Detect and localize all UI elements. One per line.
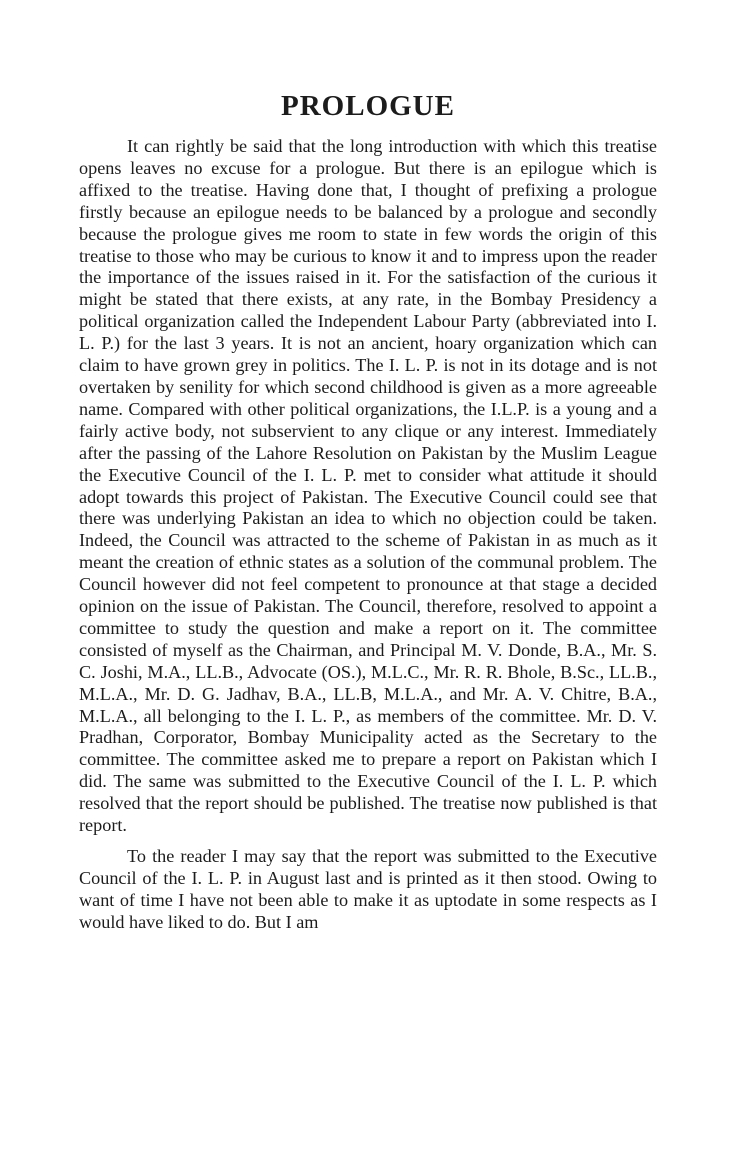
paragraph-2: To the reader I may say that the report was submitted to the Executive Council of the I. L. P. in August last and is printed as it then stood. Owing to want of time I have not been able to make it as uptodate in some respects as I would have liked to do. But I am (79, 846, 657, 932)
paragraph-1: It can rightly be said that the long introduction with which this treatise opens leaves no excuse for a prologue. But there is an epilogue which is affixed to the treatise. Having done that, I thought of prefixing a prologue firstly because an epilogue needs to be balanced by a prologue and secondly because the prologue gives me room to state in few words the origin of this treatise to those who may be curious to know it and to impress upon the reader the importance of the issues raised in it. For the satisfaction of the curious it might be stated that there exists, at any rate, in the Bombay Presidency a political organization called the Independent Labour Party (abbreviated into I. L. P.) for the last 3 years. It is not an ancient, hoary organization which can claim to have grown grey in politics. The I. L. P. is not in its dotage and is not overtaken by senility for which second childhood is given as a more agreeable name. Compared with other political organizations, the I.L.P. is a young and a fairly active body, not subservient to any clique or any interest. Immediately after the passing of the Lahore Resolution on Pakistan by the Muslim League the Executive Council of the I. L. P. met to consider what attitude it should adopt towards this project of Pakistan. The Executive Council could see that there was underlying Pakistan an idea to which no objection could be taken. Indeed, the Council was attracted to the scheme of Pakistan in as much as it meant the creation of ethnic states as a solution of the communal problem. The Council however did not feel competent to pronounce at that stage a decided opinion on the issue of Pakistan. The Council, therefore, resolved to appoint a committee to study the question and make a report on it. The committee consisted of myself as the Chairman, and Principal M. V. Donde, B.A., Mr. S. C. Joshi, M.A., LL.B., Advocate (OS.), M.L.C., Mr. R. R. Bhole, B.Sc., LL.B., M.L.A., Mr. D. G. Jadhav, B.A., LL.B, M.L.A., and Mr. A. V. Chitre, B.A., M.L.A., all belonging to the I. L. P., as members of the committee. Mr. D. V. Pradhan, Corporator, Bombay Municipality acted as the Secretary to the committee. The committee asked me to prepare a report on Pakistan which I did. The same was submitted to the Executive Council of the I. L. P. which resolved that the report should be published. The treatise now published is that report. (79, 136, 657, 836)
document-page (79, 86, 657, 934)
page-title: PROLOGUE (281, 90, 455, 122)
